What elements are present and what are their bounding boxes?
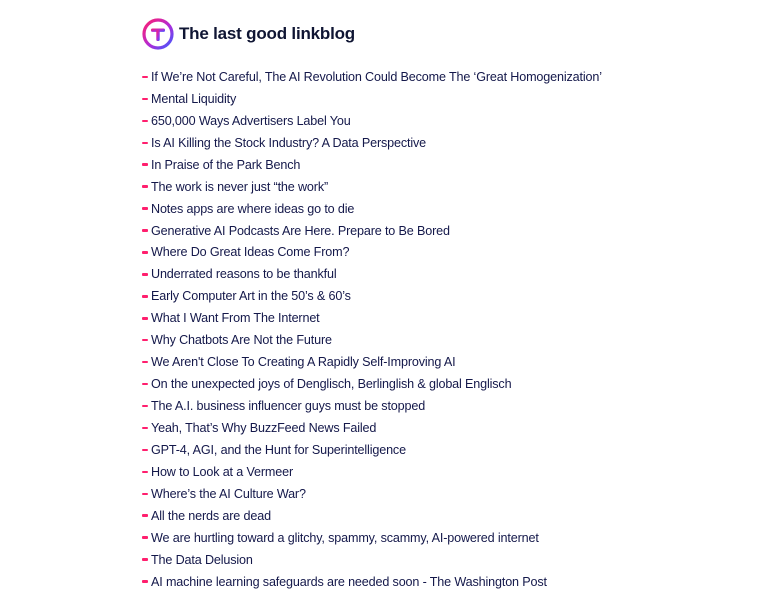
link-title[interactable]: The work is never just “the work” [151, 179, 329, 194]
list-item [142, 88, 742, 110]
link-title[interactable]: Notes apps are where ideas go to die [151, 201, 355, 216]
dash-bullet-icon [142, 536, 148, 539]
dash-bullet-icon [142, 449, 148, 452]
dash-bullet-icon [142, 120, 148, 123]
link-title[interactable]: 650,000 Ways Advertisers Label You [151, 113, 351, 128]
link-title[interactable]: The A.I. business influencer guys must be stopped [151, 399, 426, 414]
dash-bullet-icon [142, 471, 148, 474]
link-title[interactable]: Where’s the AI Culture War? [151, 486, 306, 501]
link-title[interactable]: We Aren't Close To Creating A Rapidly Self-Improving AI [151, 355, 456, 370]
link-title[interactable]: We are hurtling toward a glitchy, spammy, scammy, AI-powered internet [151, 530, 539, 545]
list-item [142, 373, 742, 395]
link-title[interactable]: If We’re Not Careful, The AI Revolution Could Become The ‘Great Homogenization’ [151, 69, 602, 84]
dash-bullet-icon [142, 229, 148, 232]
link-title[interactable]: On the unexpected joys of Denglisch, Berlinglish & global Englisch [151, 377, 512, 392]
link-list [142, 66, 742, 593]
dash-bullet-icon [142, 317, 148, 320]
link-title[interactable]: Yeah, That’s Why BuzzFeed News Failed [151, 420, 377, 435]
list-item [142, 307, 742, 329]
list-item [142, 439, 742, 461]
list-item [142, 220, 742, 242]
list-item [142, 285, 742, 307]
site-header [142, 17, 355, 51]
list-item [142, 461, 742, 483]
dash-bullet-icon [142, 405, 148, 408]
dash-bullet-icon [142, 185, 148, 188]
dash-bullet-icon [142, 273, 148, 276]
list-item [142, 154, 742, 176]
dash-bullet-icon [142, 163, 148, 166]
list-item [142, 263, 742, 285]
dash-bullet-icon [142, 493, 148, 496]
link-title[interactable]: In Praise of the Park Bench [151, 157, 301, 172]
link-title[interactable]: Why Chatbots Are Not the Future [151, 333, 332, 348]
link-title[interactable]: Early Computer Art in the 50’s & 60’s [151, 289, 351, 304]
link-title[interactable]: Generative AI Podcasts Are Here. Prepare to Be Bored [151, 223, 450, 238]
list-item [142, 66, 742, 88]
link-title[interactable]: Underrated reasons to be thankful [151, 267, 337, 282]
list-item [142, 110, 742, 132]
dash-bullet-icon [142, 98, 148, 101]
link-title[interactable]: The Data Delusion [151, 552, 253, 567]
link-title[interactable]: Where Do Great Ideas Come From? [151, 245, 350, 260]
list-item [142, 198, 742, 220]
dash-bullet-icon [142, 361, 148, 364]
list-item [142, 483, 742, 505]
dash-bullet-icon [142, 383, 148, 386]
t-letter-circle-logo-icon[interactable] [142, 18, 174, 50]
list-item [142, 329, 742, 351]
list-item [142, 549, 742, 571]
list-item [142, 571, 742, 593]
list-item [142, 242, 742, 264]
dash-bullet-icon [142, 514, 148, 517]
list-item [142, 132, 742, 154]
dash-bullet-icon [142, 207, 148, 210]
dash-bullet-icon [142, 339, 148, 342]
link-title[interactable]: Is AI Killing the Stock Industry? A Data Perspective [151, 135, 427, 150]
dash-bullet-icon [142, 251, 148, 254]
dash-bullet-icon [142, 142, 148, 145]
list-item [142, 176, 742, 198]
list-item [142, 417, 742, 439]
dash-bullet-icon [142, 427, 148, 430]
link-title[interactable]: What I Want From The Internet [151, 311, 320, 326]
list-item [142, 527, 742, 549]
list-item [142, 395, 742, 417]
dash-bullet-icon [142, 558, 148, 561]
dash-bullet-icon [142, 295, 148, 298]
dash-bullet-icon [142, 580, 148, 583]
site-title[interactable]: The last good linkblog [179, 24, 355, 43]
dash-bullet-icon [142, 76, 148, 79]
link-title[interactable]: All the nerds are dead [151, 508, 271, 523]
link-title[interactable]: Mental Liquidity [151, 91, 237, 106]
link-title[interactable]: AI machine learning safeguards are needed soon - The Washington Post [151, 574, 547, 589]
link-title[interactable]: How to Look at a Vermeer [151, 464, 294, 479]
link-title[interactable]: GPT-4, AGI, and the Hunt for Superintelligence [151, 442, 406, 457]
list-item [142, 351, 742, 373]
list-item [142, 505, 742, 527]
